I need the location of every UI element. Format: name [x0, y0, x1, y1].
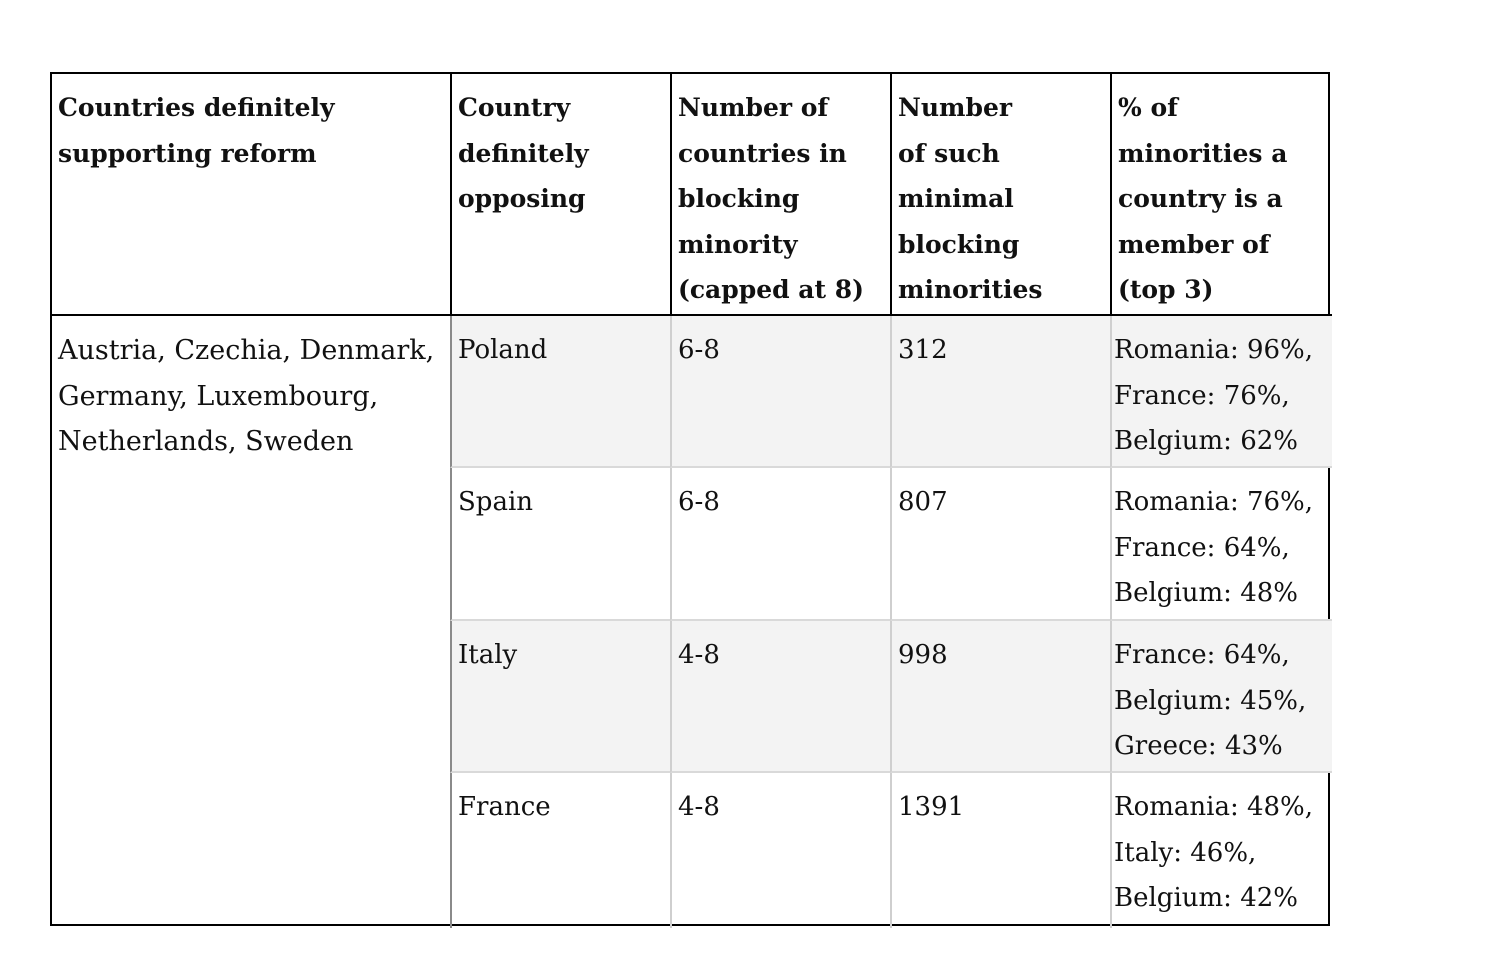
header-line: blocking — [898, 229, 1020, 259]
header-line: definitely — [458, 138, 589, 168]
num-minorities-cell: 312 — [890, 316, 1110, 468]
header-opposing — [450, 74, 670, 316]
header-line: minorities a — [1118, 138, 1288, 168]
header-line: Country — [458, 93, 571, 122]
header-line: (top 3) — [1118, 275, 1214, 304]
top3-line: Romania: 76%, — [1114, 487, 1314, 517]
header-line: minimal — [898, 184, 1014, 213]
top3-line: Romania: 96%, — [1114, 335, 1314, 365]
top3-line: Greece: 43% — [1114, 731, 1283, 761]
countries-in-minority-cell: 4-8 — [670, 773, 890, 928]
top3-cell — [1110, 773, 1332, 928]
top3-line: France: 64%, — [1114, 640, 1290, 670]
num-minorities-cell: 998 — [890, 621, 1110, 773]
header-line: opposing — [458, 184, 586, 213]
supporting-countries-cell — [52, 316, 450, 928]
header-line: countries in — [678, 138, 847, 168]
top3-cell — [1110, 468, 1332, 621]
header-top3 — [1110, 74, 1332, 316]
header-line: Countries definitely — [58, 93, 335, 122]
num-minorities-cell: 807 — [890, 468, 1110, 621]
top3-cell — [1110, 621, 1332, 773]
supporting-line: Austria, Czechia, Denmark, — [58, 335, 435, 366]
header-line: (capped at 8) — [678, 275, 864, 304]
top3-cell — [1110, 316, 1332, 468]
top3-line: Romania: 48%, — [1114, 792, 1314, 822]
top3-line: France: 64%, — [1114, 532, 1290, 563]
supporting-line: Germany, Luxembourg, — [58, 380, 379, 412]
top3-line: Belgium: 45%, — [1114, 685, 1307, 716]
header-line: of such — [898, 138, 1000, 168]
header-line: supporting reform — [58, 138, 317, 168]
header-line: % of — [1118, 93, 1178, 122]
countries-in-minority-cell: 4-8 — [670, 621, 890, 773]
header-line: Number — [898, 93, 1013, 122]
header-num-minorities — [890, 74, 1110, 316]
header-line: Number of — [678, 93, 829, 122]
header-line: blocking — [678, 184, 800, 213]
opposing-country-cell: France — [450, 773, 670, 928]
header-line: minority — [678, 229, 798, 259]
header-countries-in-minority — [670, 74, 890, 316]
opposing-country-cell: Poland — [450, 316, 670, 468]
header-supporting — [52, 74, 450, 316]
num-minorities-cell: 1391 — [890, 773, 1110, 928]
opposing-country-cell: Spain — [450, 468, 670, 621]
top3-line: Belgium: 62% — [1114, 426, 1298, 456]
top3-line: France: 76%, — [1114, 380, 1290, 411]
countries-in-minority-cell: 6-8 — [670, 316, 890, 468]
header-line: member of — [1118, 229, 1270, 259]
header-line: country is a — [1118, 184, 1283, 213]
countries-in-minority-cell: 6-8 — [670, 468, 890, 621]
blocking-minority-table — [50, 72, 1330, 926]
top3-line: Italy: 46%, — [1114, 837, 1257, 868]
supporting-line: Netherlands, Sweden — [58, 426, 354, 457]
top3-line: Belgium: 48% — [1114, 578, 1298, 608]
header-line: minorities — [898, 275, 1043, 304]
top3-line: Belgium: 42% — [1114, 883, 1298, 913]
opposing-country-cell: Italy — [450, 621, 670, 773]
